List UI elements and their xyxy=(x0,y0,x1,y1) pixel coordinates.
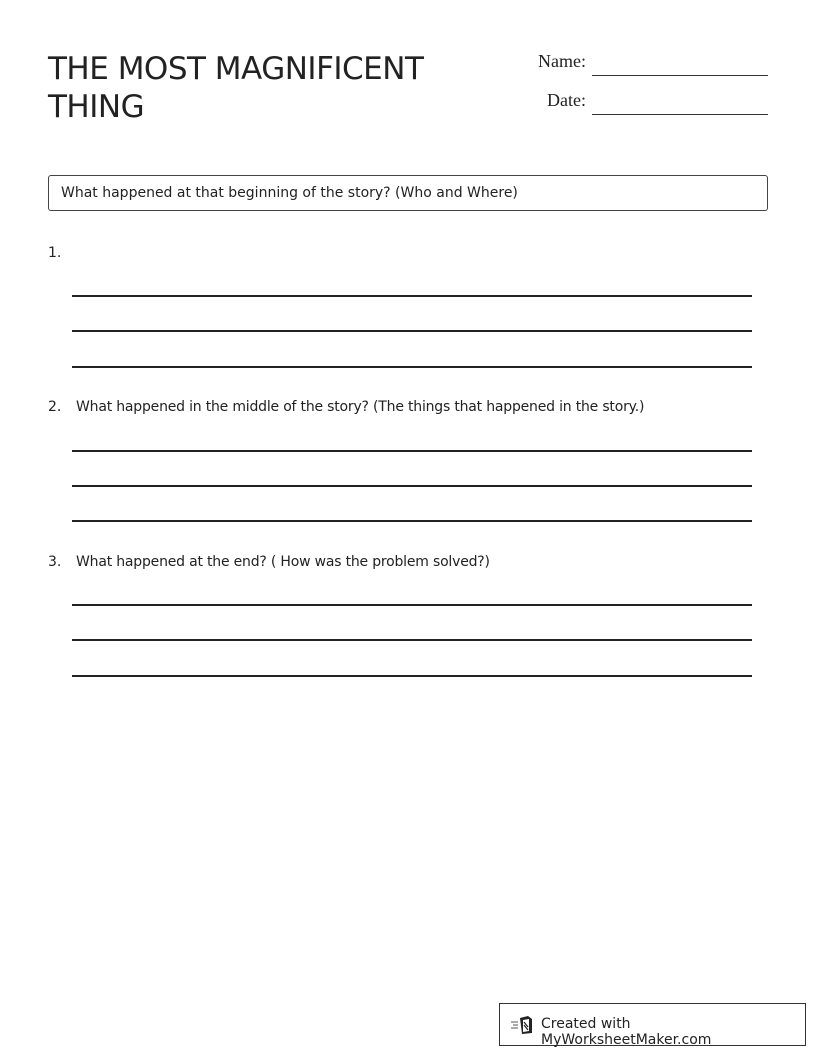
name-field[interactable] xyxy=(520,52,770,76)
question-number: 1. xyxy=(48,245,62,261)
answer-line[interactable] xyxy=(72,366,752,368)
date-field[interactable] xyxy=(520,91,770,115)
answer-line[interactable] xyxy=(72,520,752,522)
answer-line[interactable] xyxy=(72,330,752,332)
title-line-2: THING xyxy=(48,89,145,125)
footer-badge[interactable] xyxy=(499,1003,806,1046)
title-line-1: THE MOST MAGNIFICENT xyxy=(48,51,424,87)
question-text: What happened in the middle of the story? (The things that happened in the story.) xyxy=(76,399,645,415)
question-text: What happened at the end? ( How was the problem solved?) xyxy=(76,554,490,570)
name-input-line[interactable] xyxy=(592,75,768,76)
answer-line[interactable] xyxy=(72,485,752,487)
worksheet-maker-logo-icon xyxy=(510,1015,536,1035)
date-label: Date: xyxy=(547,90,586,110)
question-number: 3. xyxy=(48,554,62,570)
answer-line[interactable] xyxy=(72,450,752,452)
intro-question-text: What happened at that beginning of the story? (Who and Where) xyxy=(61,185,518,201)
date-input-line[interactable] xyxy=(592,114,768,115)
footer-text[interactable]: Created with MyWorksheetMaker.com xyxy=(541,1016,712,1048)
intro-question-box xyxy=(48,175,768,211)
answer-line[interactable] xyxy=(72,295,752,297)
answer-line[interactable] xyxy=(72,639,752,641)
page-title xyxy=(48,50,488,126)
question-number: 2. xyxy=(48,399,62,415)
answer-line[interactable] xyxy=(72,675,752,677)
answer-line[interactable] xyxy=(72,604,752,606)
name-label: Name: xyxy=(538,51,586,71)
